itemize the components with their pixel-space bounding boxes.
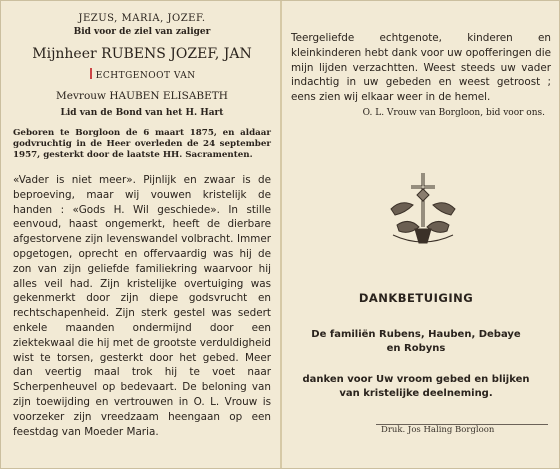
thanks-text	[291, 373, 541, 401]
thanks-line-2: van kristelijke deelneming.	[339, 388, 493, 399]
families-line-1: De familiën Rubens, Hauben, Debaye	[311, 329, 521, 340]
thanks-line-1: danken voor Uw vroom gebed en blijken	[302, 374, 530, 385]
prayer-request: Bid voor de ziel van zaliger	[73, 27, 211, 37]
cross-emblem-icon	[381, 169, 465, 251]
spouse-label	[13, 68, 271, 81]
eulogy-text: «Vader is niet meer». Pijnlijk en zwaar is de beproeving, maar wij vouwen kristelijk de handen : «Gods H. Wil geschiede». In stille eenvoud, haast ongemerkt, heeft de dierbare afgestorvene zijn levenswandel volbracht. Immer opgetogen, oprecht en offervaardig was hij de zon van zijn geliefde familiekring waarvoor hij alles veil had. Zijn kristelijke overtuiging was gekenmerkt door zijn diepe godsvrucht en rechtschapenheid. Zijn sterk gestel was sedert enkele maanden ondermijnd door een ziektekwaal die hij met de grootste verduldigheid wist te torsen, gesterkt door het gebed. Meer dan veertig maal trok hij te voet naar Scherpenheuvel op bedevaart. De beloning van zijn toewijding en vertrouwen in O. L. Vrouw is voorzeker zijn vreedzaam heengaan op een feestdag van Moeder Maria.	[13, 174, 271, 438]
spouse-label-text: ECHTGENOOT VAN	[95, 71, 196, 81]
right-page	[291, 31, 551, 118]
deceased-name	[13, 46, 271, 62]
thanks-heading: DANKBETUIGING	[358, 291, 474, 305]
families-text	[291, 328, 541, 356]
deceased-name-text: Mijnheer RUBENS JOZEF, JAN	[32, 46, 252, 62]
membership-line: Lid van de Bond van het H. Hart	[60, 108, 224, 118]
devotion-line: JEZUS, MARIA, JOZEF.	[78, 13, 206, 24]
left-page	[13, 13, 271, 439]
farewell-text: Teergeliefde echtgenote, kinderen en kleinkinderen hebt dank voor uw opofferingen die mijn lijden verzachtten. Weest steeds uw vader indachtig in uw gebeden en weest getroost ; eens zien wij elkaar weer in de hemel.	[291, 32, 551, 104]
families-line-2: en Robyns	[386, 343, 446, 354]
spouse-name: Mevrouw HAUBEN ELISABETH	[56, 90, 228, 102]
card-fold-line	[280, 1, 282, 469]
invocation-line: O. L. Vrouw van Borgloon, bid voor ons.	[362, 107, 545, 118]
red-mark-icon	[90, 68, 92, 79]
birth-death-text: Geboren te Borgloon de 6 maart 1875, en aldaar godvruchtig in de Heer overleden de 24 september 1957, gesterkt door de laatste HH. Sacramenten.	[13, 128, 271, 160]
printer-credit: Druk. Jos Haling Borgloon	[381, 425, 495, 435]
